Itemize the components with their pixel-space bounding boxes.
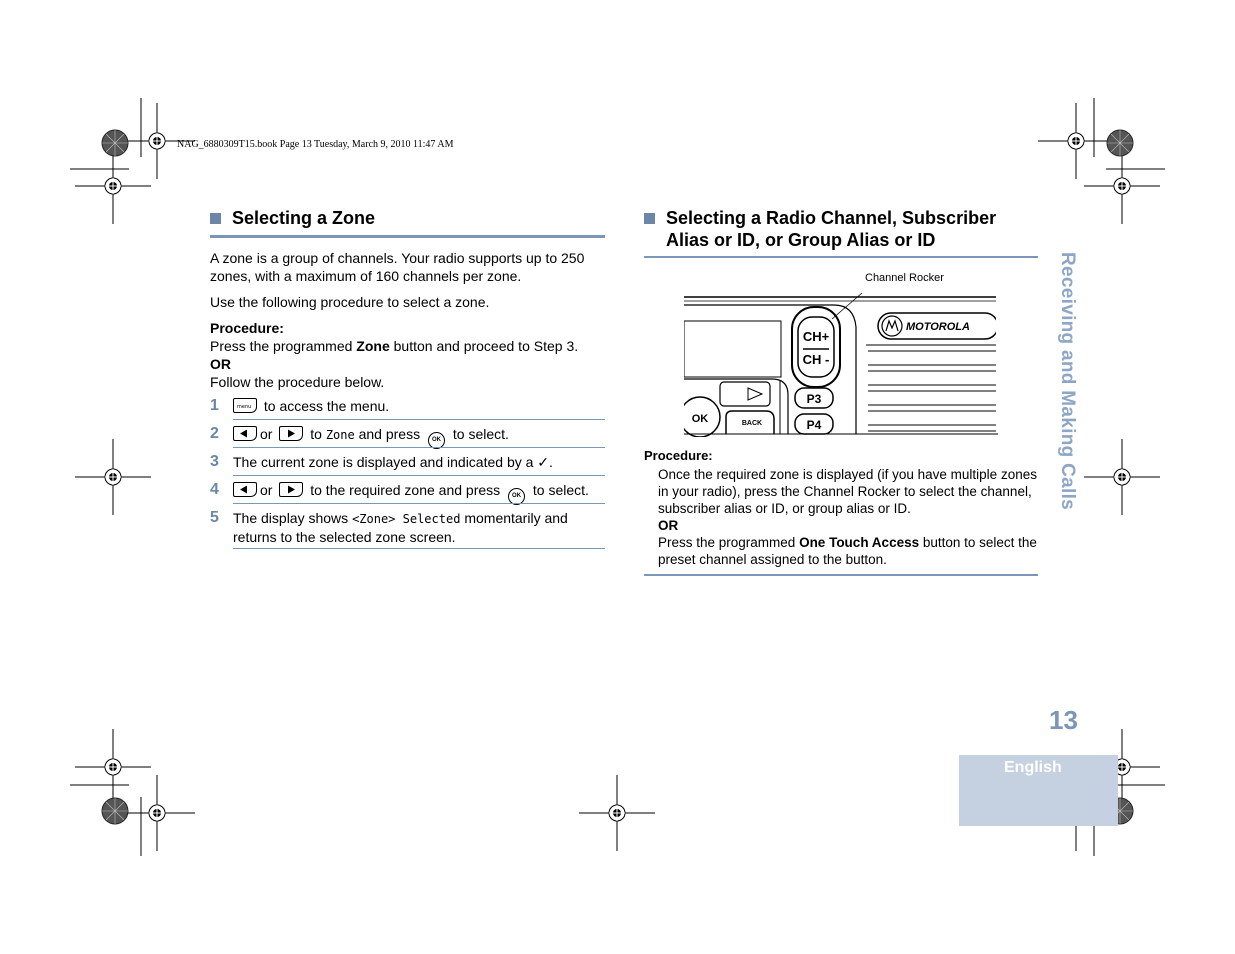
step-text: [233, 397, 605, 415]
step-4: [210, 481, 605, 504]
step-5-pre: The display shows: [233, 510, 353, 526]
step-number: 4: [210, 481, 219, 498]
heading-rule: [210, 235, 605, 238]
step-divider: [233, 548, 605, 549]
or-label: OR: [210, 356, 231, 372]
ok-button-label: OK: [691, 413, 709, 425]
channel-rocker-callout: Channel Rocker: [865, 272, 944, 284]
to-select: to select.: [448, 426, 509, 442]
procedure-label-right: Procedure:: [644, 448, 713, 463]
title-line-1: Selecting a Radio Channel, Subscriber: [666, 208, 997, 228]
left-arrow-key-icon: [233, 482, 257, 497]
step-3: [210, 453, 605, 476]
left-section: [210, 207, 605, 391]
language-tab: [959, 755, 1118, 826]
zone-button-name: Zone: [356, 338, 390, 354]
section-heading: [210, 207, 605, 229]
step-divider: [233, 503, 605, 504]
step-5: [210, 509, 605, 549]
heading-rule: [644, 256, 1038, 258]
ok-key-icon: OK: [428, 432, 445, 449]
title-line-2: Alias or ID, or Group Alias or ID: [666, 230, 936, 250]
to-select: to select.: [529, 482, 589, 498]
procedure-label: Procedure:: [210, 320, 284, 336]
menu-key-icon: [233, 398, 257, 413]
step-number: 1: [210, 397, 219, 414]
page-number: 13: [1049, 705, 1078, 735]
right-arrow-key-icon: [279, 482, 303, 497]
press-zone-text: [210, 337, 605, 355]
step-1: [210, 397, 605, 420]
zone-code: Zone: [325, 428, 355, 442]
one-touch-access-name: One Touch Access: [799, 535, 920, 550]
chapter-side-title: [1048, 252, 1078, 542]
step-number: 5: [210, 509, 219, 526]
press-pre: Press the programmed: [658, 535, 800, 550]
step-divider: [233, 475, 605, 476]
p4-label: P4: [806, 418, 822, 432]
step-text: [233, 481, 605, 505]
section-heading: [644, 207, 1038, 251]
svg-text:menu: menu: [237, 404, 252, 410]
channel-rocker-instructions: Once the required zone is displayed (if you have multiple zones in your radio), press the Channel Rocker to select the channel, subscriber alias or ID, or group alias or ID.: [658, 467, 1037, 516]
right-procedure-body: [658, 466, 1038, 568]
ch-up-label: CH+: [802, 329, 830, 344]
step-text: [233, 425, 605, 449]
radio-front-panel-illustration: [684, 287, 1000, 437]
right-bottom-rule: [644, 574, 1038, 576]
file-info-header: NAG_6880309T15.book Page 13 Tuesday, March 9, 2010 11:47 AM: [177, 139, 454, 150]
right-section: [644, 207, 1038, 258]
one-touch-access-text: [658, 534, 1038, 568]
language-tab-label: English: [1004, 759, 1062, 776]
step-divider: [233, 419, 605, 420]
p3-label: P3: [806, 392, 822, 406]
heading-square-icon: [644, 213, 655, 224]
section-title: Selecting a Zone: [232, 208, 376, 228]
heading-square-icon: [210, 213, 221, 224]
section-title: [666, 207, 996, 251]
to-word: to: [306, 426, 326, 442]
or-word: or: [260, 482, 273, 498]
zone-selected-code: <Zone> Selected: [352, 512, 461, 526]
press-pre: Press the programmed: [210, 338, 357, 354]
step-2: [210, 425, 605, 448]
ch-down-label: CH -: [802, 352, 830, 367]
intro-paragraph-2: Use the following procedure to select a zone.: [210, 294, 490, 310]
press-post: button to select the preset channel assigned to the button.: [658, 535, 1037, 567]
brand-logo: MOTOROLA: [906, 321, 970, 333]
step-text: The current zone is displayed and indicated by a ✓.: [233, 454, 553, 470]
step-1-text: to access the menu.: [260, 398, 390, 414]
step-divider: [233, 447, 605, 448]
step-5-post: momentarily and returns to the selected zone screen.: [233, 510, 568, 545]
and-press: and press: [354, 426, 424, 442]
follow-text: Follow the procedure below.: [210, 374, 385, 390]
step-text: [233, 509, 605, 546]
or-word: or: [260, 426, 273, 442]
chapter-title-text: Receiving and Making Calls: [1057, 252, 1078, 511]
or-label: OR: [658, 518, 679, 533]
step-number: 2: [210, 425, 219, 442]
ok-key-icon: OK: [508, 488, 525, 505]
intro-paragraph: A zone is a group of channels. Your radio supports up to 250 zones, with a maximum of 160 channels per zone.: [210, 250, 585, 284]
press-post: button and proceed to Step 3.: [389, 338, 579, 354]
left-arrow-key-icon: [233, 426, 257, 441]
step-number: 3: [210, 453, 219, 470]
step-4-text: to the required zone and press: [306, 482, 505, 498]
right-arrow-key-icon: [279, 426, 303, 441]
back-button-label: BACK: [741, 420, 763, 427]
